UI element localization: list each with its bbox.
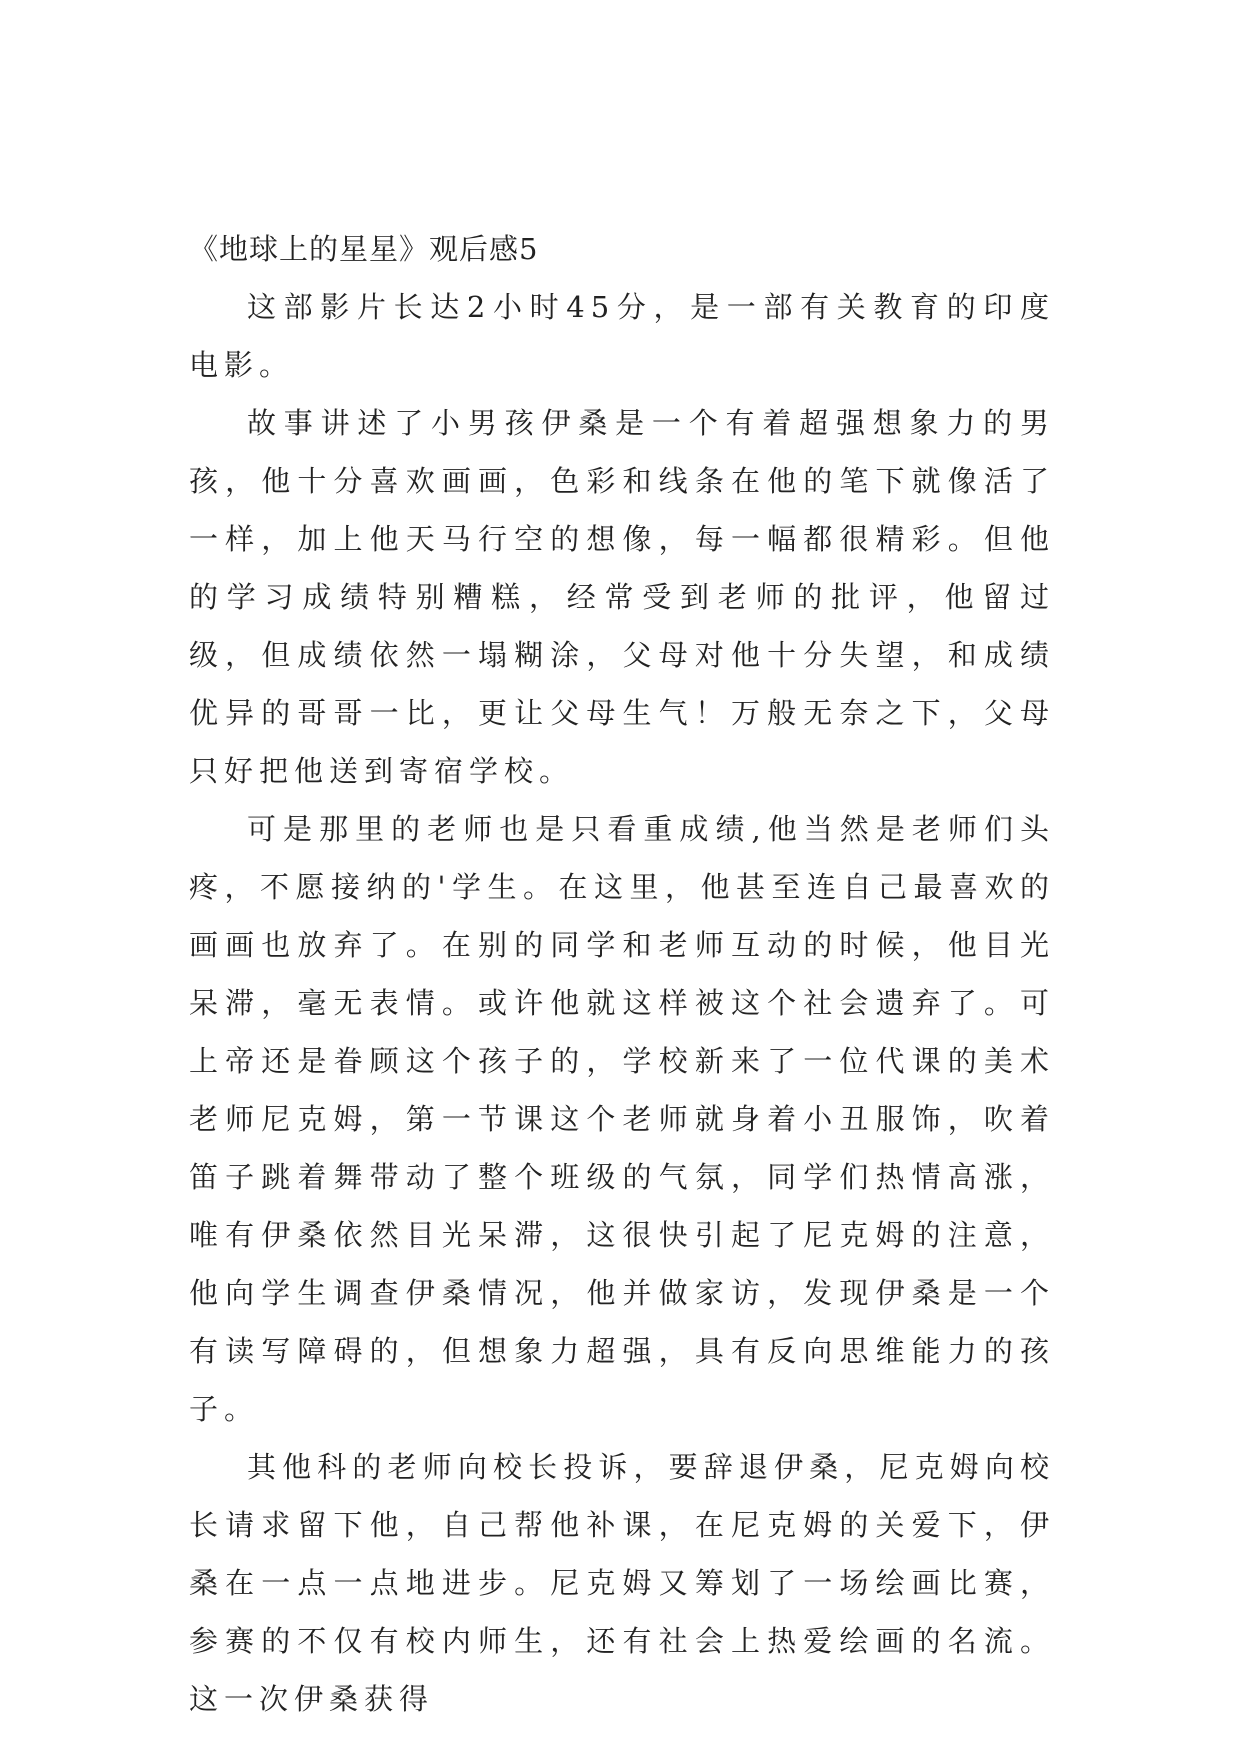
paragraph-3: 可是那里的老师也是只看重成绩,他当然是老师们头疼，不愿接纳的'学生。在这里，他甚至连自己最喜欢的画画也放弃了。在别的同学和老师互动的时候，他目光呆滞，毫无表情。或许他就这样被这个社会遗弃了。可上帝还是眷顾这个孩子的，学校新来了一位代课的美术老师尼克姆，第一节课这个老师就身着小丑服饰，吹着笛子跳着舞带动了整个班级的气氛，同学们热情高涨，唯有伊桑依然目光呆滞，这很快引起了尼克姆的注意，他向学生调查伊桑情况，他并做家访，发现伊桑是一个有读写障碍的，但想象力超强，具有反向思维能力的孩子。: [189, 812, 1055, 1426]
document-body: [189, 220, 1055, 1728]
document-title: 《地球上的星星》观后感5: [189, 232, 539, 266]
paragraph-2: 故事讲述了小男孩伊桑是一个有着超强想象力的男孩，他十分喜欢画画，色彩和线条在他的笔下就像活了一样，加上他天马行空的想像，每一幅都很精彩。但他的学习成绩特别糟糕，经常受到老师的批评，他留过级，但成绩依然一塌糊涂，父母对他十分失望，和成绩优异的哥哥一比，更让父母生气！万般无奈之下，父母只好把他送到寄宿学校。: [189, 406, 1055, 788]
paragraph-4: 其他科的老师向校长投诉，要辞退伊桑，尼克姆向校长请求留下他，自己帮他补课，在尼克姆的关爱下，伊桑在一点一点地进步。尼克姆又筹划了一场绘画比赛，参赛的不仅有校内师生，还有社会上热爱绘画的名流。这一次伊桑获得: [189, 1450, 1055, 1716]
paragraph-1: 这部影片长达2小时45分，是一部有关教育的印度电影。: [189, 290, 1055, 382]
